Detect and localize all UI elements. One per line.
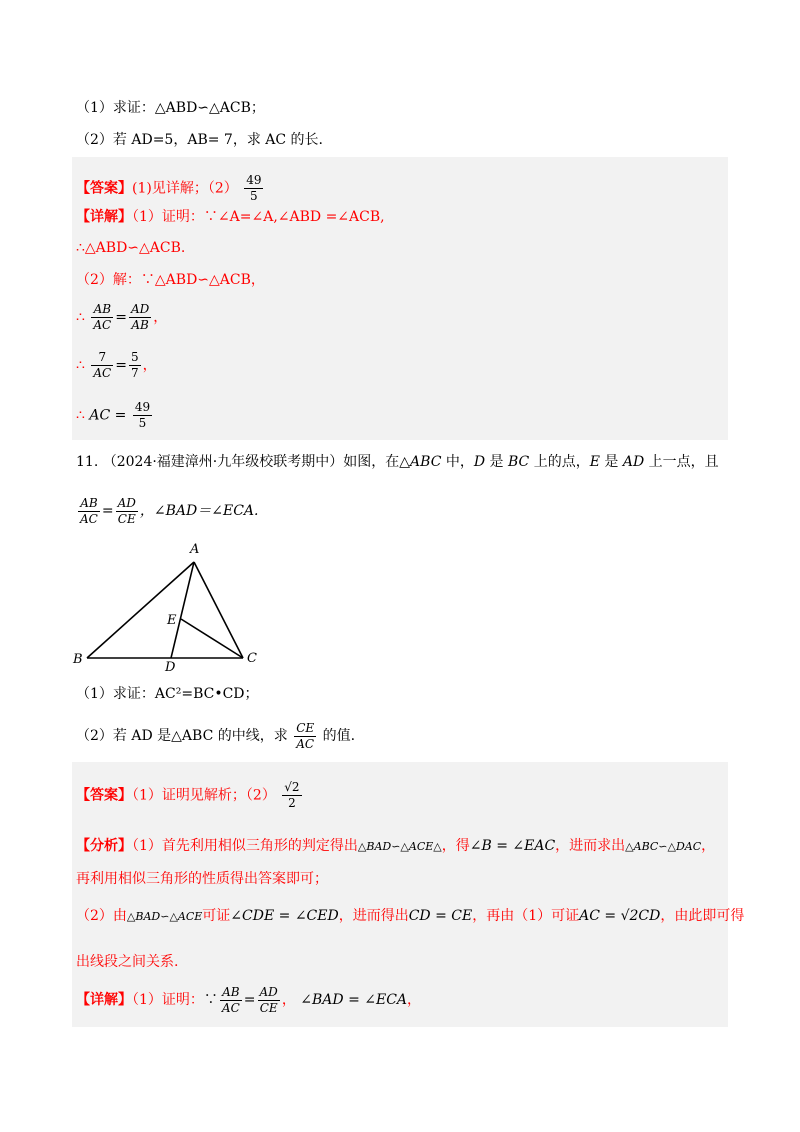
- answer-fraction: [282, 780, 301, 811]
- therefore-symbol: ∴: [76, 357, 85, 374]
- fraction-num: 5: [130, 350, 139, 364]
- detail-label: 【详解】: [76, 209, 132, 225]
- equals-sign: =: [101, 503, 114, 519]
- stem-part: BC: [508, 454, 530, 470]
- fraction-num: 7: [91, 350, 113, 366]
- ratio-line-1: [76, 302, 167, 333]
- stem-part: D: [473, 454, 486, 470]
- equals-sign: =: [243, 992, 256, 1008]
- fraction-num: AD: [117, 495, 136, 510]
- math-expr: ∠B = ∠EAC: [469, 838, 556, 854]
- comma: ，: [142, 357, 157, 374]
- answer-label: 【答案】: [76, 787, 132, 804]
- answer-text: (1)见详解；（2）: [132, 180, 238, 197]
- detail-line-1: [76, 207, 385, 227]
- analysis-text: （2）由: [76, 908, 127, 924]
- analysis-text: （1）首先利用相似三角形的判定得出: [132, 838, 358, 854]
- analysis-text: ，再由（1）可证: [472, 908, 580, 924]
- fraction-ab-ac: [91, 302, 113, 333]
- detail-text: ，: [281, 992, 296, 1008]
- cond-fraction-ab-ac: [78, 496, 100, 527]
- fraction-den: CE: [259, 1000, 278, 1015]
- math-expr: ∠BAD = ∠ECA: [300, 992, 408, 1008]
- label-b: B: [73, 652, 83, 667]
- analysis-text: ，由此即可得: [660, 908, 745, 924]
- problem-11-q1: （1）求证：AC²=BC•CD；: [76, 686, 259, 702]
- answer-line-2: [76, 780, 304, 811]
- answer-fraction-num: 49: [246, 173, 262, 187]
- fraction-den: 2: [288, 796, 296, 810]
- stem-part: 是: [485, 454, 508, 470]
- sub-question-2: （2）若 AD=5，AB= 7，求 AC 的长.: [76, 132, 323, 148]
- fraction-den: AC: [296, 736, 315, 751]
- label-d: D: [165, 660, 176, 673]
- analysis-text: ，得: [441, 838, 470, 854]
- problem-11-stem: [76, 452, 719, 472]
- comma: ，: [153, 309, 168, 326]
- segment-ac: [194, 562, 243, 658]
- ratio-line-2: [76, 350, 157, 381]
- detail-fraction-ad-ce: [258, 985, 280, 1016]
- math-expr: AC = √2CD: [579, 908, 661, 924]
- detail-label: 【详解】: [76, 992, 132, 1008]
- stem-part: 是: [599, 454, 623, 470]
- analysis-label: 【分析】: [76, 838, 132, 854]
- math-expr: △BAD∽△ACE: [126, 910, 203, 923]
- analysis-text: ，: [701, 838, 716, 854]
- label-a: A: [190, 542, 200, 557]
- analysis-line-4: 出线段之间关系.: [76, 954, 179, 970]
- problem-number: 11.: [76, 454, 99, 470]
- fraction-den: 5: [138, 416, 147, 430]
- fraction-den: AC: [93, 366, 112, 380]
- condition-angle: ，∠BAD＝∠ECA.: [139, 503, 259, 519]
- fraction-num: √2: [284, 780, 300, 794]
- answer-text: （1）证明见解析；（2）: [132, 787, 276, 804]
- math-expr: △BAD∽△ACE△: [357, 840, 442, 853]
- therefore-symbol: ∴: [76, 407, 85, 424]
- fraction-7-ac: [91, 350, 113, 381]
- stem-part: 中，: [441, 454, 474, 470]
- fraction-den: AB: [131, 318, 149, 332]
- detail-fraction-ab-ac: [220, 985, 242, 1016]
- math-expr: ∠CDE = ∠CED: [230, 908, 339, 924]
- segment-ad: [171, 562, 194, 658]
- fraction-den: 7: [130, 366, 139, 380]
- problem-11-condition: [76, 495, 258, 527]
- equals-sign: =: [115, 357, 127, 374]
- fraction-ad-ab: [129, 302, 151, 333]
- equals-sign: =: [115, 309, 127, 326]
- detail-line-2: ∴△ABD∽△ACB.: [76, 240, 186, 256]
- problem-11-q2: [76, 720, 355, 752]
- fraction-num: AD: [259, 984, 278, 999]
- fraction-num: 49: [134, 400, 151, 414]
- analysis-line-1: [76, 836, 715, 857]
- detail-line-3: （2）解：∵△ABD∽△ACB，: [76, 272, 265, 288]
- ac-equals: AC =: [89, 407, 127, 424]
- detail-text-1: （1）证明：∵∠A=∠A,∠ABD =∠ACB,: [132, 209, 385, 225]
- answer-fraction-den: 5: [250, 189, 258, 203]
- analysis-line-2: 再利用相似三角形的性质得出答案即可；: [76, 871, 328, 887]
- answer-fraction: [244, 173, 263, 204]
- problem-source: （2024·福建漳州·九年级校联考期中）: [102, 454, 344, 470]
- answer-line-1: [76, 173, 265, 204]
- q2-text: 的值.: [322, 728, 356, 744]
- fraction-num: AD: [130, 302, 150, 316]
- math-expr: CD = CE: [408, 908, 473, 924]
- therefore-symbol: ∴: [76, 309, 85, 326]
- stem-part: E: [589, 454, 600, 470]
- detail-text: （1）证明：: [132, 992, 204, 1008]
- fraction-num: CE: [296, 720, 315, 735]
- fraction-49-5: [133, 400, 152, 431]
- stem-part: 上一点，且: [644, 454, 719, 470]
- label-e: E: [167, 613, 177, 628]
- sub-question-1: （1）求证：△ABD∽△ACB；: [76, 100, 265, 116]
- detail-line-2-1: [76, 984, 421, 1016]
- stem-part: AD: [622, 454, 645, 470]
- analysis-text: ，进而得出: [338, 908, 409, 924]
- analysis-text: ，进而求出: [555, 838, 626, 854]
- fraction-den: AC: [221, 1000, 240, 1015]
- triangle-figure: [70, 538, 270, 673]
- analysis-line-3: [76, 906, 744, 927]
- fraction-num: AB: [220, 985, 242, 1001]
- label-c: C: [247, 651, 257, 666]
- fraction-den: AC: [80, 511, 98, 526]
- fraction-den: AC: [93, 318, 112, 332]
- analysis-text: 可证: [202, 908, 231, 924]
- result-line: [76, 400, 154, 431]
- stem-part: 上的点，: [529, 454, 590, 470]
- math-expr: △ABC∽△DAC: [625, 840, 702, 853]
- answer-label: 【答案】: [76, 180, 132, 197]
- stem-part: 如图，在△: [343, 454, 411, 470]
- stem-part: ABC: [410, 454, 442, 470]
- fraction-num: AB: [78, 496, 100, 512]
- segment-ba: [87, 562, 194, 658]
- fraction-den: CE: [117, 511, 136, 526]
- because-symbol: ∵: [203, 992, 218, 1008]
- cond-fraction-ad-ce: [116, 496, 138, 527]
- fraction-num: AB: [91, 302, 113, 318]
- detail-text: ，: [407, 992, 422, 1008]
- q2-fraction: [294, 721, 316, 752]
- q2-text: （2）若 AD 是△ABC 的中线，求: [76, 728, 288, 744]
- fraction-5-7: [129, 350, 141, 381]
